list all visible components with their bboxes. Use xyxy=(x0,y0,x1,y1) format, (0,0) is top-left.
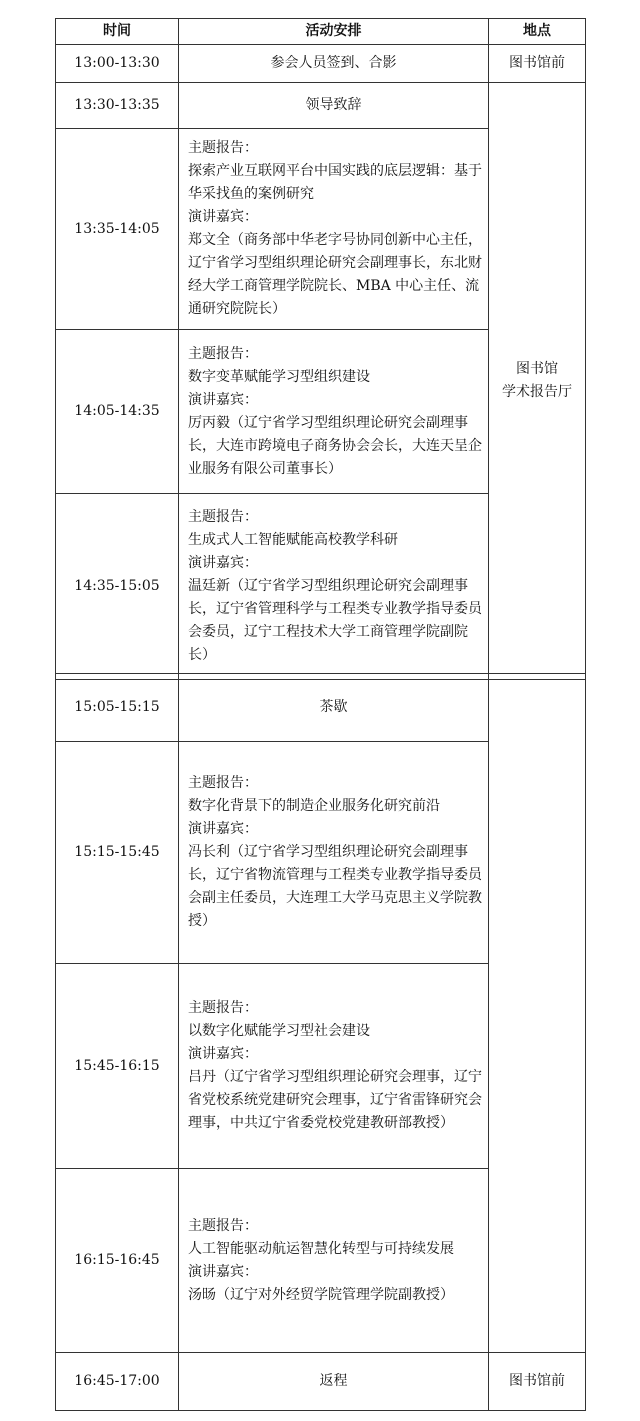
topic-label: 主题报告： xyxy=(188,345,258,362)
activity-cell: 参会人员签到、合影 xyxy=(179,45,489,83)
activity-cell: 返程 xyxy=(179,1353,489,1411)
topic-label: 主题报告： xyxy=(188,1000,258,1016)
speaker-label: 演讲嘉宾： xyxy=(188,821,258,837)
location-line-2: 学术报告厅 xyxy=(502,384,572,400)
header-location: 地点 xyxy=(489,19,586,45)
speaker-info: 吕丹（辽宁省学习型组织理论研究会理事，辽宁省党校系统党建研究会理事，辽宁省雷锋研究会理事，中共辽宁省委党校党建教研部教授） xyxy=(188,1069,482,1131)
topic-label: 主题报告： xyxy=(188,140,258,156)
location-cell: 图书馆前 xyxy=(489,1353,586,1411)
talk-cell xyxy=(179,494,489,680)
speaker-info: 温廷新（辽宁省学习型组织理论研究会副理事长，辽宁省管理科学与工程类专业教学指导委员会委员，辽宁工程技术大学工商管理学院副院长） xyxy=(188,578,482,663)
schedule-table-part1 xyxy=(55,18,586,680)
talk-cell xyxy=(179,964,489,1169)
speaker-label: 演讲嘉宾： xyxy=(188,1263,258,1280)
topic-label: 主题报告： xyxy=(188,509,258,525)
time-cell: 13:30-13:35 xyxy=(56,83,179,129)
time-cell: 14:35-15:05 xyxy=(56,494,179,680)
time-cell: 15:05-15:15 xyxy=(56,674,179,742)
location-line-1: 图书馆 xyxy=(516,361,558,377)
merged-location-cell xyxy=(489,83,586,680)
speaker-info: 冯长利（辽宁省学习型组织理论研究会副理事长，辽宁省物流管理与工程类专业教学指导委员会副主任委员，大连理工大学马克思主义学院教授） xyxy=(188,844,482,929)
topic-title: 以数字化赋能学习型社会建设 xyxy=(188,1023,370,1039)
speaker-info: 厉丙毅（辽宁省学习型组织理论研究会副理事长，大连市跨境电子商务协会会长，大连天呈企业服务有限公司董事长） xyxy=(188,414,482,477)
activity-cell: 茶歇 xyxy=(179,674,489,742)
time-cell: 16:15-16:45 xyxy=(56,1169,179,1353)
talk-cell xyxy=(179,742,489,964)
speaker-label: 演讲嘉宾： xyxy=(188,391,258,408)
time-cell: 13:00-13:30 xyxy=(56,45,179,83)
speaker-info: 汤旸（辽宁对外经贸学院管理学院副教授） xyxy=(188,1286,454,1303)
speaker-label: 演讲嘉宾： xyxy=(188,209,258,225)
topic-label: 主题报告： xyxy=(188,775,258,791)
header-activity: 活动安排 xyxy=(179,19,489,45)
topic-title: 探索产业互联网平台中国实践的底层逻辑：基于华采找鱼的案例研究 xyxy=(188,163,482,202)
topic-label: 主题报告： xyxy=(188,1217,258,1234)
table-row xyxy=(56,1353,586,1411)
topic-title: 人工智能驱动航运智慧化转型与可持续发展 xyxy=(188,1240,454,1257)
header-time: 时间 xyxy=(56,19,179,45)
speaker-label: 演讲嘉宾： xyxy=(188,1046,258,1062)
header-row xyxy=(56,19,586,45)
topic-title: 数字化背景下的制造企业服务化研究前沿 xyxy=(188,798,440,814)
time-cell: 13:35-14:05 xyxy=(56,129,179,330)
talk-cell xyxy=(179,129,489,330)
speaker-label: 演讲嘉宾： xyxy=(188,555,258,571)
talk-cell xyxy=(179,330,489,494)
time-cell: 14:05-14:35 xyxy=(56,330,179,494)
table-row xyxy=(56,45,586,83)
speaker-info: 郑文全（商务部中华老字号协同创新中心主任，辽宁省学习型组织理论研究会副理事长，东北财经大学工商管理学院院长、MBA 中心主任、流通研究院院长） xyxy=(188,232,482,317)
talk-cell xyxy=(179,1169,489,1353)
topic-title: 数字变革赋能学习型组织建设 xyxy=(188,368,370,385)
location-cell: 图书馆前 xyxy=(489,45,586,83)
time-cell: 15:45-16:15 xyxy=(56,964,179,1169)
merged-location-cell-empty xyxy=(489,674,586,1353)
table-row xyxy=(56,83,586,129)
time-cell: 15:15-15:45 xyxy=(56,742,179,964)
schedule-table-part2 xyxy=(55,673,586,1411)
table-row xyxy=(56,674,586,742)
topic-title: 生成式人工智能赋能高校教学科研 xyxy=(188,532,398,548)
activity-cell: 领导致辞 xyxy=(179,83,489,129)
time-cell: 16:45-17:00 xyxy=(56,1353,179,1411)
